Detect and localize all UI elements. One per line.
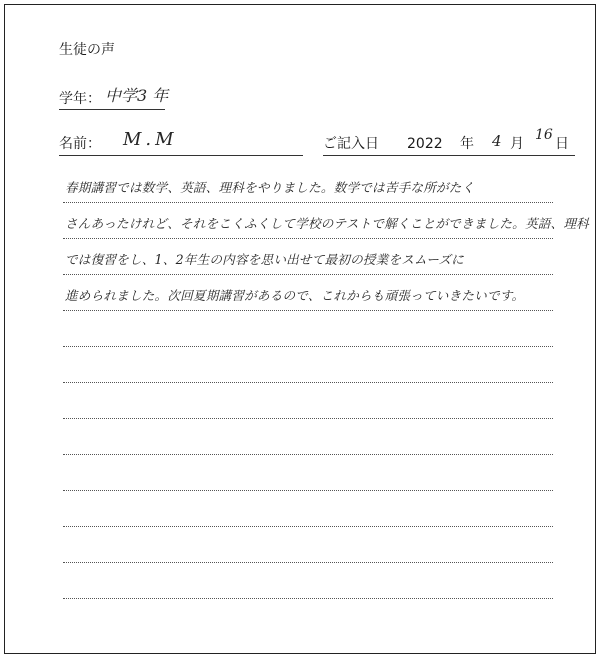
comment-form-sheet <box>4 4 596 654</box>
name-label: 名前： <box>59 136 101 152</box>
date-label: ご記入日 <box>323 136 379 152</box>
name-underline <box>59 155 303 156</box>
grade-value: 中学3 年 <box>105 86 169 105</box>
comment-line-4: 進められました。次回夏期講習があるので、これからも頑張っていきたいです。 <box>65 288 525 303</box>
writing-line-8 <box>63 454 553 455</box>
writing-line-9 <box>63 490 553 491</box>
month-unit: 月 <box>510 136 524 152</box>
writing-line-7 <box>63 418 553 419</box>
grade-underline <box>59 109 165 110</box>
comment-line-2: さんあったけれど、それをこくふくして学校のテストで解くことができました。英語、理科 <box>65 216 589 231</box>
writing-line-2 <box>63 238 553 239</box>
date-month: 4 <box>492 132 502 150</box>
writing-line-11 <box>63 562 553 563</box>
grade-label: 学年： <box>59 91 101 107</box>
day-unit: 日 <box>555 136 569 152</box>
date-year: 2022 <box>407 136 443 152</box>
writing-line-5 <box>63 346 553 347</box>
writing-line-12 <box>63 598 553 599</box>
comment-line-3: では復習をし、1、2年生の内容を思い出せて最初の授業をスムーズに <box>65 252 464 267</box>
writing-line-10 <box>63 526 553 527</box>
writing-line-6 <box>63 382 553 383</box>
form-title: 生徒の声 <box>59 42 115 58</box>
writing-line-4 <box>63 310 553 311</box>
writing-line-1 <box>63 202 553 203</box>
date-underline <box>323 155 575 156</box>
comment-line-1: 春期講習では数学、英語、理科をやりました。数学では苦手な所がたく <box>65 180 475 195</box>
writing-line-3 <box>63 274 553 275</box>
year-unit: 年 <box>460 136 474 152</box>
date-day: 16 <box>535 127 553 143</box>
name-value: M.M <box>123 129 178 150</box>
